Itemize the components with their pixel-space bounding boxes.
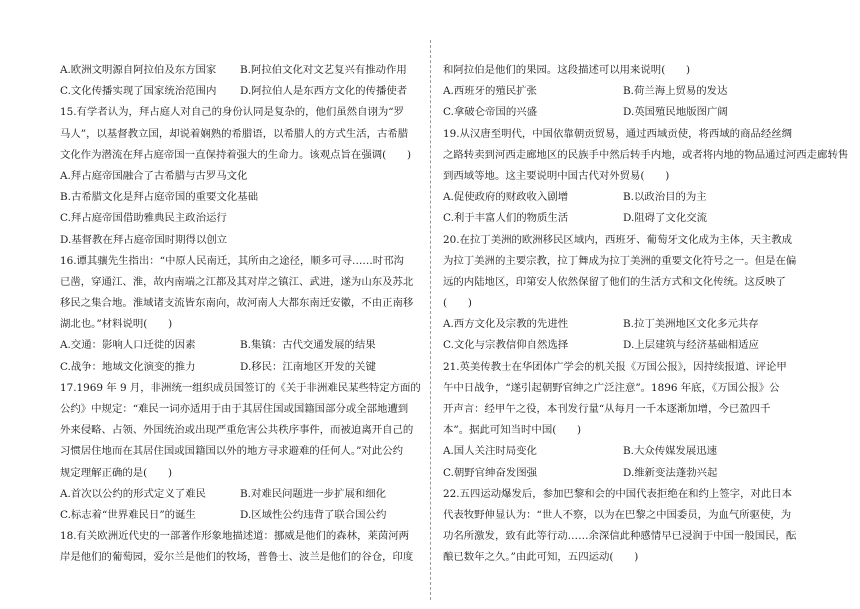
question-19 xyxy=(443,124,849,230)
question-15 xyxy=(60,102,424,250)
question-16 xyxy=(60,251,424,378)
option-b: B.古希腊文化是拜占庭帝国的重要文化基础 xyxy=(60,191,258,204)
question-18-continued xyxy=(443,60,807,124)
option-d: D.维新变法蓬勃兴起 xyxy=(623,466,718,479)
option-c: C.拿破仑帝国的兴盛 xyxy=(443,106,538,119)
option-b: B.荷兰海上贸易的发达 xyxy=(623,85,728,98)
options-row xyxy=(443,441,807,462)
question-text-line: 22.五四运动爆发后，参加巴黎和会的中国代表拒绝在和约上签字，对此日本 xyxy=(443,487,793,500)
option-a: A.拜占庭帝国融合了古希腊与古罗马文化 xyxy=(60,169,248,182)
option-c: C.标志着“世界难民日”的诞生 xyxy=(60,508,196,521)
options-row xyxy=(443,102,807,123)
options-row xyxy=(443,314,807,335)
question-text-line: 岸是他们的葡萄园，爱尔兰是他们的牧场，普鲁士、波兰是他们的谷仓，印度 xyxy=(60,551,414,564)
option-b: B.集镇：古代交通发展的结果 xyxy=(240,339,376,352)
question-text-line: 20.在拉丁美洲的欧洲移民区域内，西班牙、葡萄牙文化成为主体，天主教成 xyxy=(443,233,793,246)
question-text-line: 19.从汉唐至明代，中国依靠朝贡贸易，通过西域贡使，将西域的商品经丝绸 xyxy=(443,127,793,140)
option-b: B.对难民问题进一步扩展和细化 xyxy=(240,487,387,500)
question-17 xyxy=(60,378,424,526)
options-row xyxy=(443,208,807,229)
question-20 xyxy=(443,230,807,357)
question-18-start xyxy=(60,526,424,568)
option-c: C.文化与宗教信仰自然选择 xyxy=(443,339,569,352)
question-text-line: 湖北也。”材料说明( ) xyxy=(60,318,173,331)
options-row xyxy=(443,335,807,356)
question-text-line: 公约》中规定：“难民一词亦适用于由于其居住国或国籍国部分或全部地遭到 xyxy=(60,403,409,415)
option-c: C.拜占庭帝国借助雅典民主政治运行 xyxy=(60,212,227,225)
question-22 xyxy=(443,484,807,569)
option-b: B.大众传媒发展迅速 xyxy=(623,445,718,458)
question-text-line: 外来侵略、占领、外国统治或出现严重危害公共秩序事件，而被迫离开自己的 xyxy=(60,424,414,437)
option-a: A.国人关注时局变化 xyxy=(443,445,537,458)
option-d: D.英国殖民地版图广阔 xyxy=(623,106,728,119)
options-row xyxy=(60,335,424,356)
question-text-line: 18.有关欧洲近代史的一部著作形象地描述道：挪威是他们的森林，莱茵河两 xyxy=(60,530,410,543)
options-row xyxy=(60,505,424,526)
option-a: A.西方文化及宗教的先进性 xyxy=(443,318,569,331)
option-d: D.基督教在拜占庭帝国时期得以创立 xyxy=(60,233,228,246)
option-d: D.移民：江南地区开发的关键 xyxy=(240,360,376,373)
question-text-line: 文化作为潜流在拜占庭帝国一直保持着强大的生命力。该观点旨在强调( ) xyxy=(60,148,411,161)
question-text-line: 规定理解正确的是( ) xyxy=(60,466,173,479)
right-column xyxy=(443,60,849,569)
question-text-line: ( ) xyxy=(443,297,472,310)
question-21 xyxy=(443,357,807,484)
left-column xyxy=(60,60,424,569)
question-text-line: 15.有学者认为，拜占庭人对自己的身份认同是复杂的，他们虽然自诩为“罗 xyxy=(60,106,404,119)
q14-options-row-1 xyxy=(60,60,424,81)
option-b: B.阿拉伯文化对文艺复兴有推动作用 xyxy=(240,64,407,76)
question-text-line: 功名所激发，致有此等行动……余深信此种感情早已浸润于中国一般国民，酝 xyxy=(443,530,797,543)
question-text-line: 已凿，穿通江、淮，故内南端之江都及其对岸之镇江、武进，遂为山东及苏北 xyxy=(60,275,414,288)
option-d: D.区域性公约违背了联合国公约 xyxy=(240,508,387,521)
option-b: B.拉丁美洲地区文化多元共存 xyxy=(623,318,759,331)
option-d: D.上层建筑与经济基础相适应 xyxy=(623,339,759,352)
question-text-line: 远的内陆地区，印第安人依然保留了他们的生活方式和文化传统。这反映了 xyxy=(443,275,786,288)
question-text-line: 习惯居住地而在其居住国或国籍国以外的地方寻求避难的任何人。”对此公约 xyxy=(60,445,403,458)
question-text-line: 午中日战争，“遂引起朝野官绅之广泛注意”。1896 年底，《万国公报》公 xyxy=(443,381,780,394)
option-a: A.促使政府的财政收入剧增 xyxy=(443,191,569,204)
option-c: C.战争：地域文化演变的推力 xyxy=(60,360,196,373)
option-a: A.首次以公约的形式定义了难民 xyxy=(60,487,206,500)
question-text-line: 17.1969 年 9 月，非洲统一组织成员国签订的《关于非洲难民某些特定方面的 xyxy=(60,381,421,394)
question-text-line: 到西域等地。这主要说明中国古代对外贸易( ) xyxy=(443,169,670,182)
question-text-line: 本”。据此可知当时中国( ) xyxy=(443,424,582,437)
options-row xyxy=(60,484,424,505)
option-d: D.阿拉伯人是东西方文化的传播使者 xyxy=(240,85,408,98)
option-c: C.朝野官绅奋发图强 xyxy=(443,466,538,479)
options-row xyxy=(443,463,807,484)
question-text-line: 为拉丁美洲的主要宗教，拉丁舞成为拉丁美洲的重要文化符号之一。但是在偏 xyxy=(443,254,797,267)
question-text-line: 之路转卖到河西走廊地区的民族手中然后转手内地，或者将内地的物品通过河西走廊转售 xyxy=(443,148,849,161)
column-divider xyxy=(430,40,431,600)
options-row xyxy=(443,187,807,208)
option-c: C.文化传播实现了国家统治范围内 xyxy=(60,85,217,98)
question-text-line: 代表牧野伸显认为：“世人不察，以为在巴黎之中国委员，为血气所驱使，为 xyxy=(443,508,792,521)
question-text-line: 和阿拉伯是他们的果园。这段描述可以用来说明( ) xyxy=(443,64,691,76)
option-a: A.西班牙的殖民扩张 xyxy=(443,85,537,98)
option-a: A.欧洲文明源自阿拉伯及东方国家 xyxy=(60,64,217,76)
question-text-line: 酿已数年之久。”由此可知，五四运动( ) xyxy=(443,551,639,564)
option-d: D.阻碍了文化交流 xyxy=(623,212,707,225)
question-text-line: 开声言：经甲午之役，本刊发行量“从每月一千本逐渐加增，今已盈四千 xyxy=(443,403,771,415)
question-text-line: 移民之集合地。淮域诸支流皆东南向，故河南人大都东南迁安徽，不由正南移 xyxy=(60,297,414,310)
option-b: B.以政治目的为主 xyxy=(623,191,707,204)
option-c: C.利于丰富人们的物质生活 xyxy=(443,212,569,225)
question-text-line: 马人”，以基督教立国，却说着娴熟的希腊语，以希腊人的方式生活，古希腊 xyxy=(60,127,409,140)
q14-options-row-2 xyxy=(60,81,424,102)
question-text-line: 16.谭其骧先生指出：“中原人民南迁，其所由之途径，顺多可寻……时邗沟 xyxy=(60,254,404,267)
options-row xyxy=(443,81,807,102)
question-text-line: 21.英美传教士在华团体广学会的机关报《万国公报》，因持续报道、评论甲 xyxy=(443,360,787,373)
option-a: A.交通：影响人口迁徙的因素 xyxy=(60,339,196,352)
options-row xyxy=(60,357,424,378)
